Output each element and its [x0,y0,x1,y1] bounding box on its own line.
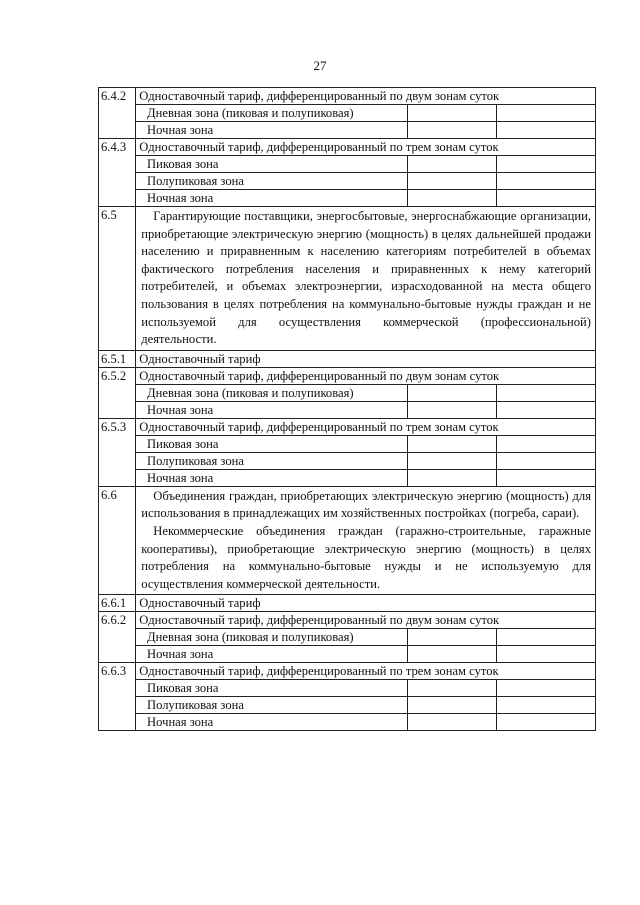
value-cell [496,190,595,207]
row-number: 6.4.2 [99,88,136,139]
category-description [136,486,596,595]
indent-cell [136,173,144,190]
value-cell [496,156,595,173]
table-row [99,418,596,435]
value-cell [407,629,496,646]
zone-label: Пиковая зона [144,156,407,173]
indent-cell [136,401,144,418]
value-cell [496,173,595,190]
tariff-title: Одноставочный тариф, дифференцированный по трем зонам суток [136,663,596,680]
tariff-title: Одноставочный тариф [136,350,596,367]
value-cell [407,401,496,418]
indent-cell [136,714,144,731]
value-cell [496,714,595,731]
table-row [99,207,596,351]
value-cell [407,190,496,207]
value-cell [496,680,595,697]
table-row [99,156,596,173]
indent-cell [136,190,144,207]
value-cell [496,629,595,646]
tariff-title: Одноставочный тариф, дифференцированный по трем зонам суток [136,139,596,156]
value-cell [496,697,595,714]
category-description [136,207,596,351]
zone-label: Пиковая зона [144,435,407,452]
value-cell [496,435,595,452]
value-cell [496,469,595,486]
tariff-title: Одноставочный тариф [136,595,596,612]
value-cell [407,105,496,122]
value-cell [496,384,595,401]
indent-cell [136,469,144,486]
row-number: 6.6.1 [99,595,136,612]
indent-cell [136,697,144,714]
value-cell [407,384,496,401]
value-cell [407,714,496,731]
table-row [99,173,596,190]
zone-label: Ночная зона [144,190,407,207]
table-row [99,384,596,401]
value-cell [496,646,595,663]
indent-cell [136,384,144,401]
value-cell [407,122,496,139]
value-cell [407,680,496,697]
table-row [99,401,596,418]
value-cell [496,122,595,139]
indent-cell [136,122,144,139]
zone-label: Полупиковая зона [144,173,407,190]
row-number: 6.6 [99,486,136,595]
table-row [99,350,596,367]
zone-label: Ночная зона [144,714,407,731]
table-row [99,629,596,646]
table-row [99,105,596,122]
zone-label: Дневная зона (пиковая и полупиковая) [144,105,407,122]
table-row [99,663,596,680]
tariff-title: Одноставочный тариф, дифференцированный по трем зонам суток [136,418,596,435]
table-row [99,646,596,663]
table-row [99,452,596,469]
page-number: 27 [313,58,327,73]
row-number: 6.5 [99,207,136,351]
table-row [99,714,596,731]
indent-cell [136,452,144,469]
category-text: Объединения граждан, приобретающих электрическую энергию (мощность) для использования в принадлежащих им хозяйственных постройках (погреба, сараи). [141,488,591,521]
value-cell [407,435,496,452]
zone-label: Полупиковая зона [144,452,407,469]
value-cell [496,401,595,418]
row-number: 6.5.2 [99,367,136,418]
value-cell [496,452,595,469]
value-cell [407,173,496,190]
value-cell [407,646,496,663]
category-text: Некоммерческие объединения граждан (гаражно-строительные, гаражные кооперативы), приобретающие электрическую энергию (мощность) в целях потребления на коммунально-бытовые нужды и не используемую для осуществления коммерческой деятельности. [141,523,591,591]
table-row [99,139,596,156]
value-cell [496,105,595,122]
tariff-table [98,87,596,731]
indent-cell [136,629,144,646]
row-number: 6.4.3 [99,139,136,207]
row-number: 6.6.3 [99,663,136,731]
row-number: 6.5.1 [99,350,136,367]
value-cell [407,452,496,469]
table-row [99,486,596,595]
indent-cell [136,156,144,173]
value-cell [407,156,496,173]
tariff-title: Одноставочный тариф, дифференцированный по двум зонам суток [136,612,596,629]
table-row [99,88,596,105]
table-row [99,612,596,629]
indent-cell [136,646,144,663]
zone-label: Полупиковая зона [144,697,407,714]
table-row [99,367,596,384]
table-row [99,595,596,612]
value-cell [407,469,496,486]
table-row [99,680,596,697]
zone-label: Ночная зона [144,646,407,663]
zone-label: Ночная зона [144,401,407,418]
table-row [99,697,596,714]
zone-label: Ночная зона [144,122,407,139]
category-text: Гарантирующие поставщики, энергосбытовые, энергоснабжающие организации, приобретающие электрическую энергию (мощность) в целях дальнейшей продажи населению и приравненным к населению категориям потребителей в объемах фактического потребления населения и приравненных к нему категорий потребителей, и объемах электроэнергии, израсходованной на места общего пользования в целях потребления на коммунально-бытовые нужды граждан и не используемой для осуществления коммерческой (профессиональной) деятельности. [141,209,591,347]
zone-label: Ночная зона [144,469,407,486]
indent-cell [136,680,144,697]
zone-label: Пиковая зона [144,680,407,697]
table-row [99,435,596,452]
indent-cell [136,105,144,122]
zone-label: Дневная зона (пиковая и полупиковая) [144,629,407,646]
table-row [99,190,596,207]
tariff-title: Одноставочный тариф, дифференцированный по двум зонам суток [136,367,596,384]
row-number: 6.5.3 [99,418,136,486]
tariff-title: Одноставочный тариф, дифференцированный по двум зонам суток [136,88,596,105]
zone-label: Дневная зона (пиковая и полупиковая) [144,384,407,401]
table-row [99,122,596,139]
table-row [99,469,596,486]
value-cell [407,697,496,714]
indent-cell [136,435,144,452]
row-number: 6.6.2 [99,612,136,663]
